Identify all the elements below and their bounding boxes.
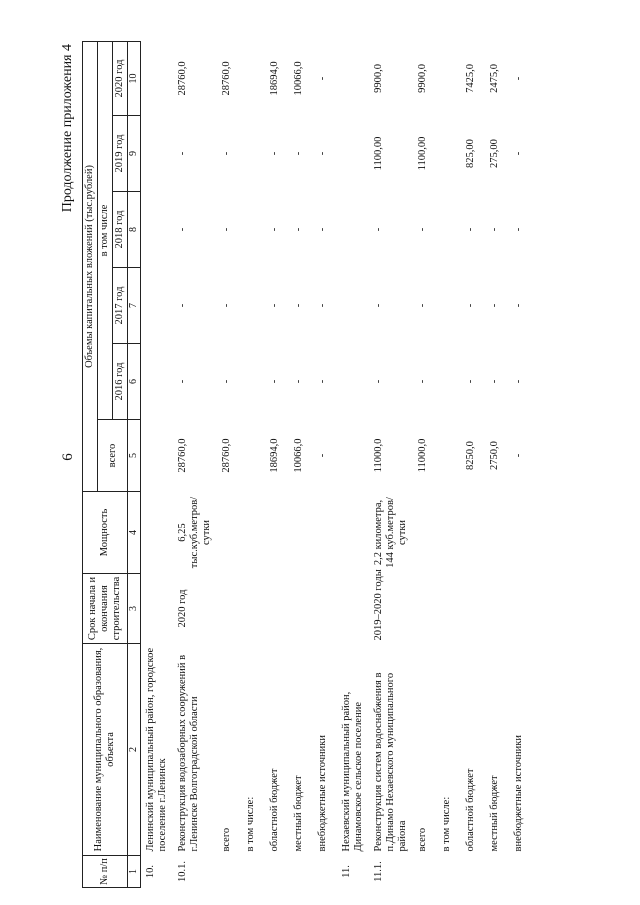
row-2019: - bbox=[221, 151, 232, 156]
row-name: местный бюджет bbox=[489, 775, 500, 852]
header-year: 2018 год bbox=[113, 192, 128, 268]
row-2018: - bbox=[465, 227, 476, 232]
table-row bbox=[461, 41, 485, 887]
header-object-name: Наименование муниципального образования, объекта bbox=[83, 644, 128, 856]
row-2019: - bbox=[293, 151, 304, 156]
row-number bbox=[461, 856, 485, 888]
row-total: - bbox=[513, 453, 524, 458]
row-2018: - bbox=[269, 227, 280, 232]
row-name: Реконструкция систем водоснабжения в п.Динамо Нехаевского муниципального района bbox=[373, 672, 408, 852]
row-number bbox=[413, 856, 437, 888]
row-number bbox=[485, 856, 509, 888]
row-2019 bbox=[337, 116, 369, 192]
row-2017 bbox=[141, 268, 174, 344]
row-number: 10.1. bbox=[177, 861, 188, 882]
row-number: 11.1. bbox=[373, 861, 384, 882]
row-2018 bbox=[141, 192, 174, 268]
header-investment-volume: Объемы капитальных вложений (тыс.рублей) bbox=[83, 41, 98, 491]
row-term bbox=[413, 574, 437, 644]
header-including: в том числе bbox=[98, 41, 113, 419]
row-term bbox=[241, 574, 265, 644]
row-number: 11. bbox=[341, 865, 352, 878]
row-2016: - bbox=[269, 379, 280, 384]
row-name: в том числе: bbox=[245, 796, 256, 852]
row-name: областной бюджет bbox=[269, 768, 280, 852]
table-row bbox=[217, 41, 241, 887]
row-2016 bbox=[141, 344, 174, 420]
row-name: внебюджетные источники bbox=[513, 734, 524, 852]
column-number: 9 bbox=[128, 116, 141, 192]
row-2016 bbox=[437, 344, 461, 420]
row-2020: 18694,0 bbox=[269, 61, 280, 96]
row-term bbox=[141, 574, 174, 644]
row-capacity: 6,25 тыс.куб.метров/ сутки bbox=[177, 496, 212, 569]
row-term bbox=[485, 574, 509, 644]
row-capacity bbox=[265, 492, 289, 574]
row-total: 28760,0 bbox=[177, 438, 188, 473]
row-capacity bbox=[241, 492, 265, 574]
row-total bbox=[241, 420, 265, 492]
row-2018: - bbox=[513, 227, 524, 232]
row-2018: - bbox=[293, 227, 304, 232]
row-name: местный бюджет bbox=[293, 775, 304, 852]
row-2017: - bbox=[317, 303, 328, 308]
row-2018: - bbox=[417, 227, 428, 232]
row-2019: - bbox=[317, 151, 328, 156]
row-total bbox=[141, 420, 174, 492]
row-2020 bbox=[241, 41, 265, 115]
row-2017: - bbox=[465, 303, 476, 308]
header-year: 2020 год bbox=[113, 41, 128, 115]
row-2016: - bbox=[317, 379, 328, 384]
row-2020: - bbox=[513, 76, 524, 81]
row-2016: - bbox=[513, 379, 524, 384]
capital-investment-table bbox=[82, 41, 533, 888]
row-capacity bbox=[437, 492, 461, 574]
row-2020 bbox=[141, 41, 174, 115]
row-2016: - bbox=[221, 379, 232, 384]
row-2019: 1100,00 bbox=[373, 136, 384, 171]
table-row bbox=[313, 41, 337, 887]
row-term bbox=[461, 574, 485, 644]
table-row bbox=[509, 41, 533, 887]
row-term bbox=[217, 574, 241, 644]
row-2018 bbox=[337, 192, 369, 268]
row-2016 bbox=[337, 344, 369, 420]
row-total: 2750,0 bbox=[489, 441, 500, 470]
row-number bbox=[437, 856, 461, 888]
row-2017: - bbox=[177, 303, 188, 308]
row-term: 2019–2020 годы bbox=[373, 569, 384, 641]
row-capacity bbox=[313, 492, 337, 574]
column-number: 1 bbox=[128, 856, 141, 888]
column-number: 5 bbox=[128, 420, 141, 492]
row-term bbox=[337, 574, 369, 644]
row-capacity bbox=[509, 492, 533, 574]
column-number: 7 bbox=[128, 268, 141, 344]
row-2016: - bbox=[489, 379, 500, 384]
row-name: областной бюджет bbox=[465, 768, 476, 852]
row-number bbox=[241, 856, 265, 888]
table-row bbox=[437, 41, 461, 887]
row-term bbox=[437, 574, 461, 644]
header-number: № п/п bbox=[83, 856, 128, 888]
header-capacity: Мощность bbox=[83, 492, 128, 574]
row-2020: 28760,0 bbox=[221, 61, 232, 96]
row-term bbox=[313, 574, 337, 644]
row-2020 bbox=[437, 41, 461, 115]
row-capacity: 2,2 километра, 144 куб.метров/ сутки bbox=[373, 497, 408, 568]
row-total: 8250,0 bbox=[465, 441, 476, 470]
table-row bbox=[369, 41, 413, 887]
row-2016: - bbox=[373, 379, 384, 384]
row-2019: 825,00 bbox=[465, 139, 476, 168]
row-2018: - bbox=[177, 227, 188, 232]
row-2016: - bbox=[293, 379, 304, 384]
row-total bbox=[337, 420, 369, 492]
row-name: Ленинский муниципальный район, городское поселение г.Ленинск bbox=[145, 647, 168, 852]
row-total: 10066,0 bbox=[293, 438, 304, 473]
table-row bbox=[141, 41, 174, 887]
row-2020: 28760,0 bbox=[177, 61, 188, 96]
column-number: 10 bbox=[128, 41, 141, 115]
row-name: Реконструкция водозаборных сооружений в г.Ленинске Волгоградской области bbox=[177, 654, 200, 852]
table-row bbox=[337, 41, 369, 887]
row-2019: - bbox=[513, 151, 524, 156]
column-number: 8 bbox=[128, 192, 141, 268]
row-2019 bbox=[241, 116, 265, 192]
row-capacity bbox=[217, 492, 241, 574]
row-2019 bbox=[437, 116, 461, 192]
header-year: 2016 год bbox=[113, 344, 128, 420]
row-2016: - bbox=[177, 379, 188, 384]
header-year: 2019 год bbox=[113, 116, 128, 192]
row-2019: 275,00 bbox=[489, 139, 500, 168]
row-2019: 1100,00 bbox=[417, 136, 428, 171]
row-number bbox=[217, 856, 241, 888]
row-2019: - bbox=[269, 151, 280, 156]
row-total: 18694,0 bbox=[269, 438, 280, 473]
row-number bbox=[313, 856, 337, 888]
page-number: 6 bbox=[60, 453, 76, 461]
row-2020: 9900,0 bbox=[373, 64, 384, 93]
column-number: 2 bbox=[128, 644, 141, 856]
row-2017 bbox=[241, 268, 265, 344]
row-2020: - bbox=[317, 76, 328, 81]
row-2018 bbox=[241, 192, 265, 268]
row-term bbox=[289, 574, 313, 644]
row-2018: - bbox=[317, 227, 328, 232]
row-2017: - bbox=[221, 303, 232, 308]
table-row bbox=[289, 41, 313, 887]
row-capacity bbox=[337, 492, 369, 574]
table-row bbox=[485, 41, 509, 887]
row-2017 bbox=[337, 268, 369, 344]
table-row bbox=[173, 41, 217, 887]
row-total: 11000,0 bbox=[373, 438, 384, 473]
row-2018: - bbox=[489, 227, 500, 232]
row-name: внебюджетные источники bbox=[317, 734, 328, 852]
row-total: 11000,0 bbox=[417, 438, 428, 473]
row-2019 bbox=[141, 116, 174, 192]
row-total bbox=[437, 420, 461, 492]
row-2017: - bbox=[417, 303, 428, 308]
row-capacity bbox=[413, 492, 437, 574]
column-number: 3 bbox=[128, 574, 141, 644]
row-total: - bbox=[317, 453, 328, 458]
row-number bbox=[509, 856, 533, 888]
row-total: 28760,0 bbox=[221, 438, 232, 473]
row-2019: - bbox=[177, 151, 188, 156]
row-2018: - bbox=[373, 227, 384, 232]
row-2016: - bbox=[465, 379, 476, 384]
row-term: 2020 год bbox=[177, 589, 188, 628]
row-number bbox=[289, 856, 313, 888]
row-2020 bbox=[337, 41, 369, 115]
row-term bbox=[509, 574, 533, 644]
table-row bbox=[265, 41, 289, 887]
row-capacity bbox=[141, 492, 174, 574]
row-2020: 10066,0 bbox=[293, 61, 304, 96]
row-capacity bbox=[461, 492, 485, 574]
rotated-landscape-content bbox=[48, 38, 608, 888]
header-total: всего bbox=[98, 420, 128, 492]
row-number bbox=[265, 856, 289, 888]
row-name: всего bbox=[417, 827, 428, 852]
row-2017: - bbox=[269, 303, 280, 308]
row-name: Нехаевский муниципальный район, Динамовское сельское поселение bbox=[341, 691, 364, 852]
row-2017 bbox=[437, 268, 461, 344]
row-2017: - bbox=[373, 303, 384, 308]
row-2017: - bbox=[293, 303, 304, 308]
row-2017: - bbox=[513, 303, 524, 308]
row-2016 bbox=[241, 344, 265, 420]
row-2016: - bbox=[417, 379, 428, 384]
row-2018 bbox=[437, 192, 461, 268]
row-term bbox=[265, 574, 289, 644]
row-number: 10. bbox=[145, 864, 156, 879]
row-2018: - bbox=[221, 227, 232, 232]
row-2020: 9900,0 bbox=[417, 64, 428, 93]
column-number: 6 bbox=[128, 344, 141, 420]
table-row bbox=[413, 41, 437, 887]
table-body bbox=[141, 41, 534, 887]
row-2017: - bbox=[489, 303, 500, 308]
row-2020: 7425,0 bbox=[465, 64, 476, 93]
header-year: 2017 год bbox=[113, 268, 128, 344]
row-2020: 2475,0 bbox=[489, 64, 500, 93]
header-construction-term: Срок начала и окончания строительства bbox=[83, 574, 128, 644]
appendix-continuation-title: Продолжение приложения 4 bbox=[60, 44, 75, 213]
table-row bbox=[241, 41, 265, 887]
row-name: в том числе: bbox=[441, 796, 452, 852]
row-capacity bbox=[485, 492, 509, 574]
row-name: всего bbox=[221, 827, 232, 852]
row-capacity bbox=[289, 492, 313, 574]
column-number: 4 bbox=[128, 492, 141, 574]
